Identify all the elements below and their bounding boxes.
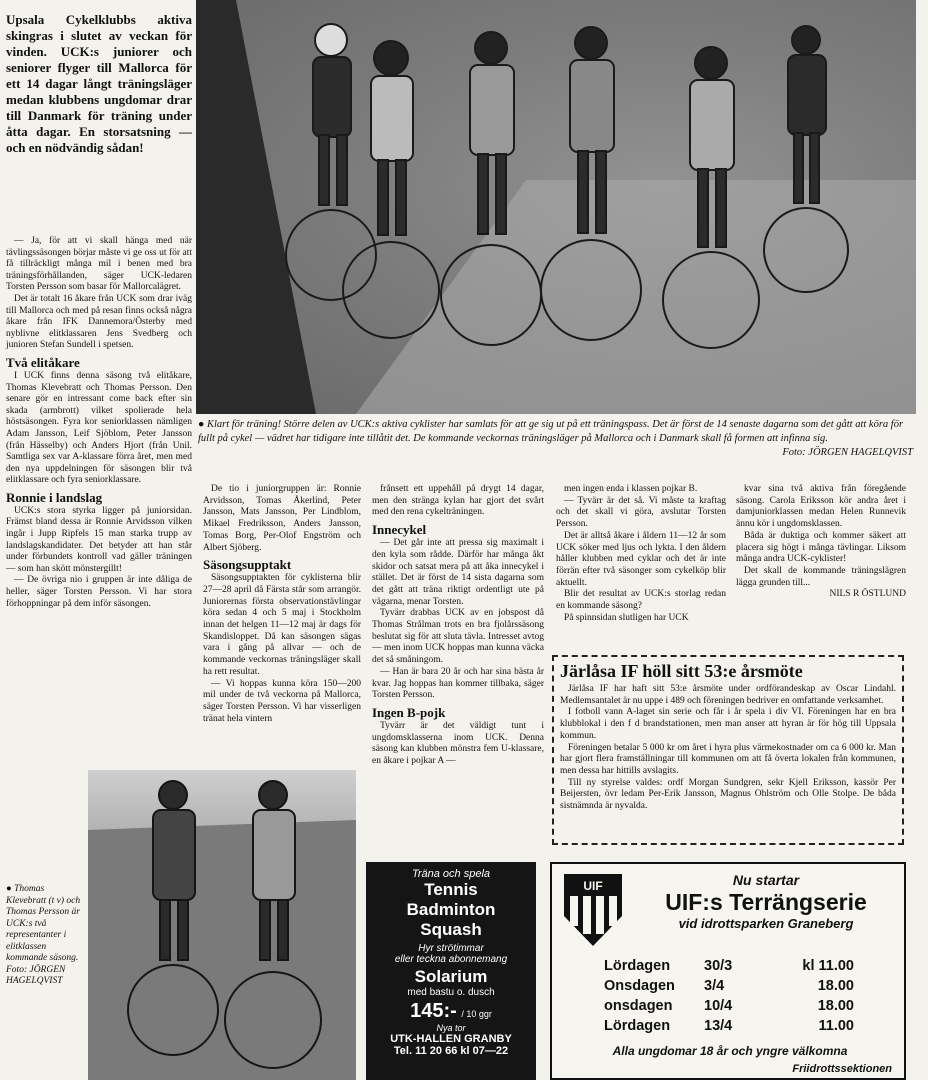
col3-intro: frånsett ett uppehåll på drygt 14 dagar, men den stränga kylan har gjort det svårt med den rena cykelträningen. xyxy=(372,484,544,518)
ad-tennis-line1: Träna och spela xyxy=(411,868,491,880)
col2-paragraph-2: — Vi hoppas kunna köra 150—200 mil under de två veckorna på Mallorca, säger Torsten Persson. Vi har visserligen tränat hela vintern xyxy=(203,678,361,724)
jarlasa-paragraph-4: Till ny styrelse valdes: ordf Morgan Sundgren, sekr Kjell Eriksson, kassör Per Beijersten, övr ledam Per-Erik Jansson, Magnus Ohlström och Olle Stolpe. De båda sistnämnda är nyvalda. xyxy=(560,777,896,812)
col4-paragraph-4: Blir det resultat av UCK:s storlag redan en kommande säsong? xyxy=(556,589,726,612)
ad-tennis-line5: Hyr strötimmar xyxy=(418,943,484,954)
ad-tennis-line8: med bastu o. dusch xyxy=(407,987,495,998)
jarlasa-paragraph-2: I fotboll vann A-laget sin serie och får i år spela i div VI. Föreningen har en bra klubblokal i den f d brandstationen, men man anser att hyran är för hög till Uppsala kommun. xyxy=(560,707,896,741)
jarlasa-article-box xyxy=(552,655,904,845)
heading-sasongsupptakt: Säsongsupptakt xyxy=(203,557,292,573)
ad-tennis-line2: Tennis xyxy=(424,880,478,899)
ad-tennis-line4: Squash xyxy=(420,920,482,939)
byline: NILS R ÖSTLUND xyxy=(829,589,906,600)
junior-group-list: De tio i juniorgruppen är: Ronnie Arvidsson, Tomas Åkerlind, Peter Jansson, Mats Jansson, Per Lindblom, Mikael Fredriksson, Anders Jansson, Tomas Borg, Per-Olof Engström och Albert Sjöberg. xyxy=(203,484,361,553)
col5-paragraph-1: kvar sina två aktiva från föregående säsong. Carola Eriksson kör andra året i damjuniorklassen medan Helen Runnevik ännu kör i ungdomsklassen. xyxy=(736,484,906,530)
ad-tennis-line11: Tel. 11 20 66 kl 07—22 xyxy=(393,1045,509,1057)
uif-subtitle: vid idrottsparken Graneberg xyxy=(678,916,854,931)
heading-ingen-b-pojk: Ingen B-pojk xyxy=(372,704,446,720)
col2-paragraph-1: Säsongsupptakten för cyklisterna blir 27—28 april då Färsta står som arrangör. Juniorernas första observationstävlingar köra sedan 4 och 5 maj i Stockholm innan det helgen 11—12 maj är dags för Skandisloppet. Då kan säsongen sägas vara i gång på allvar — och de kommande veckornas träningsläger skall ha rett resultat. xyxy=(203,573,361,677)
jarlasa-headline: Järlåsa IF höll sitt 53:e årsmöte xyxy=(560,661,803,681)
uif-footer-2: Friidrottssektionen xyxy=(792,1063,892,1075)
schedule-row: Onsdagen 3/4 18.00 xyxy=(604,978,854,994)
section-heading-landslag: Ronnie i landslag xyxy=(6,489,103,505)
uif-schedule xyxy=(604,956,864,1036)
ad-tennis-line3: Badminton xyxy=(406,900,496,919)
small-photo-caption: ● Thomas Klevebratt (t v) och Thomas Persson är UCK:s två representanter i elitklassen kommande säsong. Foto: JÖRGEN HAGELQVIST xyxy=(6,884,81,986)
main-photo-caption xyxy=(198,418,913,460)
cyclists-illustration xyxy=(196,0,916,414)
caption-text: ● Klart för träning! Större delen av UCK:s aktiva cyklister har samlats för att ge sig ut på ett träningspass. Det är först de 14 senaste dagarna som det gått att köra för fullt på cykel — vädret har tidigare inte tillåtit det. De kommande veckornas träningsläger på Mallorca och i Danmark skall få formen att infinna sig. xyxy=(198,419,904,444)
two-riders-photo xyxy=(88,770,356,1080)
col3-paragraph-1: — Det går inte att pressa sig maximalt i den kyla som rådde. Därför har många åkt skidor och satsat mera på att åka innecykel i stället. Det är först de 14 sista dagarna som det gått att träna riktigt ordentligt ute på vägarna, menar Torsten. xyxy=(372,538,544,607)
intro-paragraph-2: Det är totalt 16 åkare från UCK som drar iväg till Mallorca och med på resan finns också några åkare från IFK Dannemora/Österby med nyblivne elitklassaren Jens Svedberg och junioren Stefan Sundell i spetsen. xyxy=(6,293,192,351)
schedule-row: Lördagen 13/4 11.00 xyxy=(604,1018,854,1034)
col3-paragraph-3: — Han är bara 20 år och har sina bästa år kvar. Jag hoppas han kommer tillbaka, säger Torsten Persson. xyxy=(372,666,544,701)
uif-terrangserie-ad xyxy=(550,862,906,1080)
jarlasa-paragraph-3: Föreningen betalar 5 000 kr om året i hyra plus värmekostnader om ca 6 000 kr. Man har gjort flera framställningar till kommunen om att få överta lokalen från kommunen, men dessa har hittills avslagits. xyxy=(560,742,896,776)
ad-tennis-line10: UTK-HALLEN GRANBY xyxy=(390,1033,512,1045)
intro-text xyxy=(6,236,192,610)
ad-tennis-line9: Nya tor xyxy=(436,1023,466,1033)
section-text-landslag-2: — De övriga nio i gruppen är inte dåliga de heller, säger Torsten Persson. Vi har stora förhoppningar på dem inför säsongen. xyxy=(6,575,192,609)
ad-tennis-line6: eller teckna abonnemang xyxy=(394,954,508,965)
column-2 xyxy=(203,484,361,725)
tennis-ad xyxy=(366,862,536,1080)
uif-logo xyxy=(562,872,624,946)
uif-footer: Alla ungdomar 18 år och yngre välkomna xyxy=(612,1044,848,1058)
schedule-row: onsdagen 10/4 18.00 xyxy=(604,998,854,1014)
section-text-landslag-1: UCK:s stora styrka ligger på juniorsidan. Främst bland dessa är Ronnie Arvidsson vilken ingår i Jupp Ripfels 15 man starka trupp av landslagskandidater. Det betyder att han står under förbundets kontroll vad gäller träningen — som han skött mönstergillt! xyxy=(6,505,192,574)
col4-paragraph-2: — Tyvärr är det så. Vi måste ta kraftag och det skall vi göra, avslutar Torsten Persson. xyxy=(556,495,726,530)
uif-shield-icon xyxy=(562,872,624,946)
schedule-row: Lördagen 30/3 kl 11.00 xyxy=(604,958,854,974)
uif-logo-text: UIF xyxy=(583,879,603,893)
col3-paragraph-4: Tyvärr är det väldigt tunt i ungdomsklasserna inom UCK. Denna säsong kan klubben mönstra fem U-klassare, en åkare i pojkar A — xyxy=(372,720,544,767)
intro-paragraph-1: — Ja, för att vi skall hänga med när tävlingssäsongen börjar måste vi ge oss ut för att få tillräckligt många mil i benen med bra träningsförhållanden, säger UCK-ledaren Torsten Persson som basar för Mallorcalägret. xyxy=(6,236,192,293)
ad-tennis-price: 145:- xyxy=(410,1000,457,1022)
col3-paragraph-2: Tyvärr drabbas UCK av en jobspost då Thomas Strålman trots en bra fjolårssäsong beslutat sig för att sluta tävla. Intresset avtog — men inom UCK hoppas man kunna väcka det så småningom. xyxy=(372,608,544,666)
section-heading-elitakare: Två elitåkare xyxy=(6,354,80,370)
section-text-elitakare: I UCK finns denna säsong två elitåkare, Thomas Klevebratt och Thomas Persson. Den senare gör en intressant come back efter sin skada (armbrott) vilket spolierade hela höstsäsongen. Fyra kor seniorklassen nämligen Adam Jansson, Leif Sjöblom, Peter Jansson (från Hässelby) och Anders Hjort (från Unil. Samtliga sex var A-klassare förra året, men med den nya uppdelningen för säsongen blir två elitklassare och fyra seniorklassare. xyxy=(6,370,192,486)
cyclists-group-photo xyxy=(196,0,916,414)
col4-paragraph-3: Det är alltså åkare i åldern 11—12 år som UCK söker med ljus och lykta. I den åldern håller klubben med cyklar och det är inte förrän efter två säsonger som cykelköp blir aktuellt. xyxy=(556,530,726,588)
col4-paragraph-5: På spinnsidan slutligen har UCK xyxy=(564,612,689,623)
column-3 xyxy=(372,484,544,768)
two-riders-illustration xyxy=(88,770,356,1080)
ad-tennis-price-unit: / 10 ggr xyxy=(461,1009,492,1019)
column-4 xyxy=(556,484,726,624)
uif-kicker: Nu startar xyxy=(732,872,800,888)
jarlasa-paragraph-1: Järlåsa IF har haft sitt 53:e årsmöte under ordförandeskap av Oscar Lindahl. Medlemsantalet är nu uppe i 489 och föreningen bedriver en omfattande verksamhet. xyxy=(560,684,896,706)
uif-title: UIF:s Terrängserie xyxy=(665,889,867,915)
ad-tennis-line7: Solarium xyxy=(414,967,488,986)
heading-innecykel: Innecykel xyxy=(372,522,427,538)
lead-paragraph: Upsala Cykelklubbs aktiva skingras i slutet av veckan för vinden. UCK:s juniorer och seniorer flyger till Mallorca för ett 14 dagar långt träningsläger medan klubbens ungdomar drar till Danmark för träning under åtta dagar. En storsatsning — och en nödvändig sådan! xyxy=(6,12,192,155)
col5-paragraph-3: Det skall de kommande träningslägren lägga grunden till... xyxy=(736,565,906,588)
col4-paragraph-1: men ingen enda i klassen pojkar B. xyxy=(564,484,698,494)
column-5 xyxy=(736,484,906,601)
col5-paragraph-2: Båda är duktiga och kommer säkert att placera sig högt i många tävlingar. Liksom många andra UCK-cyklister! xyxy=(736,530,906,565)
photo-credit: Foto: JÖRGEN HAGELQVIST xyxy=(782,447,913,458)
